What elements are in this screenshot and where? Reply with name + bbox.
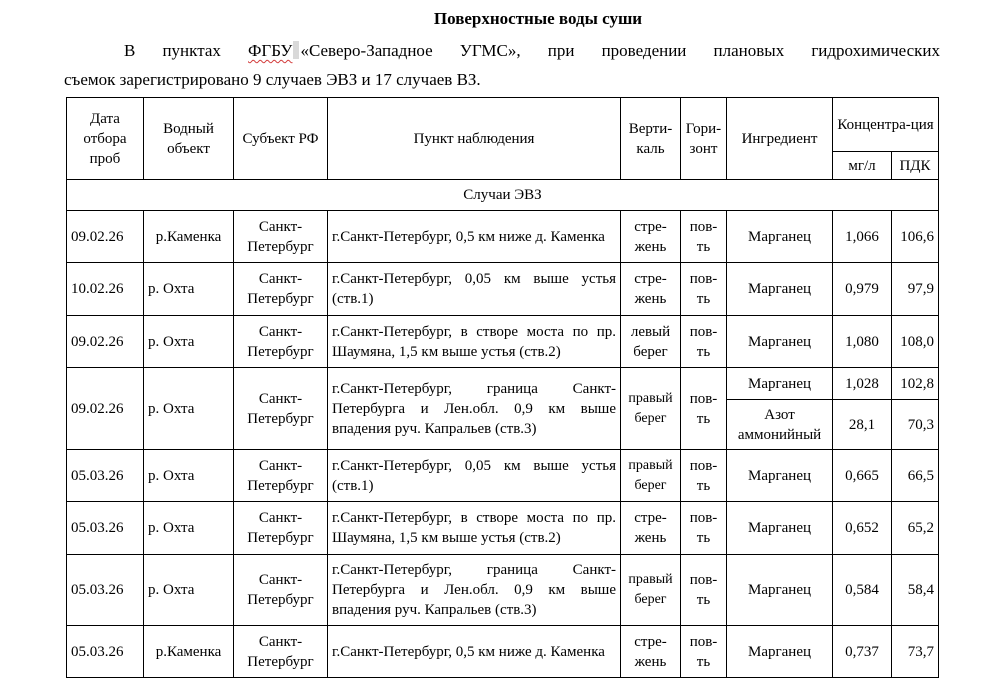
intro-paragraph bbox=[64, 36, 940, 94]
cell-vertical: стре-жень bbox=[621, 502, 681, 555]
header-station: Пункт наблюдения bbox=[328, 98, 621, 180]
header-water-body: Водный объект bbox=[144, 98, 234, 180]
header-unit-pdk: ПДК bbox=[892, 152, 939, 180]
header-concentration: Концентра-ция bbox=[833, 98, 939, 152]
cell-ingredient: Марганец bbox=[727, 263, 833, 316]
cell-date: 09.02.26 bbox=[67, 368, 144, 450]
cell-subject: Санкт-Петербург bbox=[234, 450, 328, 502]
cell-ingredient: Азот аммонийный bbox=[727, 400, 833, 450]
cell-horizon: пов-ть bbox=[681, 555, 727, 626]
text-cursor bbox=[293, 41, 299, 59]
table-row bbox=[67, 211, 939, 263]
cell-mg: 0,665 bbox=[833, 450, 892, 502]
cell-date: 05.03.26 bbox=[67, 502, 144, 555]
cell-horizon: пов-ть bbox=[681, 626, 727, 678]
cell-vertical: правый берег bbox=[621, 450, 681, 502]
cell-water-body: р. Охта bbox=[144, 502, 234, 555]
cell-date: 09.02.26 bbox=[67, 211, 144, 263]
table-row bbox=[67, 502, 939, 555]
header-unit-mg: мг/л bbox=[833, 152, 892, 180]
cell-pdk: 97,9 bbox=[892, 263, 939, 316]
table-row bbox=[67, 263, 939, 316]
cell-subject: Санкт-Петербург bbox=[234, 626, 328, 678]
cell-pdk: 102,8 bbox=[892, 368, 939, 400]
intro-text-cont: , при проведении плановых гидрохимических bbox=[516, 41, 940, 60]
cell-ingredient: Марганец bbox=[727, 211, 833, 263]
header-ingredient: Ингредиент bbox=[727, 98, 833, 180]
header-vertical: Верти-каль bbox=[621, 98, 681, 180]
cell-date: 05.03.26 bbox=[67, 450, 144, 502]
cell-mg: 0,652 bbox=[833, 502, 892, 555]
table-row bbox=[67, 316, 939, 368]
header-subject: Субъект РФ bbox=[234, 98, 328, 180]
cell-station: г.Санкт-Петербург, 0,5 км ниже д. Каменка bbox=[328, 211, 621, 263]
cell-water-body: р. Охта bbox=[144, 316, 234, 368]
intro-line-1 bbox=[64, 36, 940, 65]
table-row bbox=[67, 626, 939, 678]
intro-text: В пунктах bbox=[124, 41, 248, 60]
cell-vertical: правый берег bbox=[621, 368, 681, 450]
cell-station: г.Санкт-Петербург, в створе моста по пр. Шаумяна, 1,5 км выше устья (ств.2) bbox=[328, 502, 621, 555]
cell-mg: 1,080 bbox=[833, 316, 892, 368]
cell-ingredient: Марганец bbox=[727, 316, 833, 368]
cell-mg: 0,737 bbox=[833, 626, 892, 678]
cell-mg: 1,028 bbox=[833, 368, 892, 400]
cell-station: г.Санкт-Петербург, граница Санкт-Петербурга и Лен.обл. 0,9 км выше впадения руч. Капральев (ств.3) bbox=[328, 555, 621, 626]
cell-water-body: р. Охта bbox=[144, 368, 234, 450]
org-name: «Северо-Западное УГМС» bbox=[300, 41, 517, 60]
org-abbreviation: ФГБУ bbox=[248, 41, 293, 60]
cell-date: 05.03.26 bbox=[67, 626, 144, 678]
cell-ingredient: Марганец bbox=[727, 368, 833, 400]
cell-vertical: правый берег bbox=[621, 555, 681, 626]
cell-water-body: р.Каменка bbox=[144, 211, 234, 263]
cell-subject: Санкт-Петербург bbox=[234, 502, 328, 555]
pollution-table bbox=[66, 97, 939, 678]
cell-subject: Санкт-Петербург bbox=[234, 555, 328, 626]
cell-water-body: р.Каменка bbox=[144, 626, 234, 678]
cell-ingredient: Марганец bbox=[727, 502, 833, 555]
cell-mg: 1,066 bbox=[833, 211, 892, 263]
cell-vertical: стре-жень bbox=[621, 211, 681, 263]
section-title: Случаи ЭВЗ bbox=[67, 180, 939, 211]
cell-pdk: 58,4 bbox=[892, 555, 939, 626]
cell-station: г.Санкт-Петербург, 0,5 км ниже д. Каменка bbox=[328, 626, 621, 678]
cell-water-body: р. Охта bbox=[144, 450, 234, 502]
cell-subject: Санкт-Петербург bbox=[234, 316, 328, 368]
cell-pdk: 65,2 bbox=[892, 502, 939, 555]
document-heading: Поверхностные воды суши bbox=[433, 9, 643, 28]
cell-station: г.Санкт-Петербург, в створе моста по пр. Шаумяна, 1,5 км выше устья (ств.2) bbox=[328, 316, 621, 368]
table-row bbox=[67, 368, 939, 400]
cell-water-body: р. Охта bbox=[144, 555, 234, 626]
header-horizon: Гори-зонт bbox=[681, 98, 727, 180]
cell-station: г.Санкт-Петербург, 0,05 км выше устья (ств.1) bbox=[328, 450, 621, 502]
cell-subject: Санкт-Петербург bbox=[234, 263, 328, 316]
cell-ingredient: Марганец bbox=[727, 626, 833, 678]
cell-pdk: 73,7 bbox=[892, 626, 939, 678]
cell-vertical: стре-жень bbox=[621, 626, 681, 678]
intro-line-2: съемок зарегистрировано 9 случаев ЭВЗ и 17 случаев ВЗ. bbox=[64, 70, 481, 89]
cell-pdk: 70,3 bbox=[892, 400, 939, 450]
cell-station: г.Санкт-Петербург, граница Санкт-Петербурга и Лен.обл. 0,9 км выше впадения руч. Капральев (ств.3) bbox=[328, 368, 621, 450]
cell-water-body: р. Охта bbox=[144, 263, 234, 316]
cell-mg: 28,1 bbox=[833, 400, 892, 450]
cell-horizon: пов-ть bbox=[681, 211, 727, 263]
cell-station: г.Санкт-Петербург, 0,05 км выше устья (ств.1) bbox=[328, 263, 621, 316]
cell-pdk: 108,0 bbox=[892, 316, 939, 368]
cell-horizon: пов-ть bbox=[681, 368, 727, 450]
cell-vertical: стре-жень bbox=[621, 263, 681, 316]
header-date: Дата отбора проб bbox=[67, 98, 144, 180]
cell-ingredient: Марганец bbox=[727, 450, 833, 502]
cell-horizon: пов-ть bbox=[681, 263, 727, 316]
cell-pdk: 66,5 bbox=[892, 450, 939, 502]
cell-horizon: пов-ть bbox=[681, 450, 727, 502]
cell-subject: Санкт-Петербург bbox=[234, 368, 328, 450]
cell-vertical: левый берег bbox=[621, 316, 681, 368]
cell-mg: 0,979 bbox=[833, 263, 892, 316]
table-row bbox=[67, 450, 939, 502]
cell-date: 05.03.26 bbox=[67, 555, 144, 626]
cell-ingredient: Марганец bbox=[727, 555, 833, 626]
cell-subject: Санкт-Петербург bbox=[234, 211, 328, 263]
cell-horizon: пов-ть bbox=[681, 316, 727, 368]
cell-date: 09.02.26 bbox=[67, 316, 144, 368]
cell-pdk: 106,6 bbox=[892, 211, 939, 263]
cell-mg: 0,584 bbox=[833, 555, 892, 626]
cell-date: 10.02.26 bbox=[67, 263, 144, 316]
cell-horizon: пов-ть bbox=[681, 502, 727, 555]
table-row bbox=[67, 555, 939, 626]
